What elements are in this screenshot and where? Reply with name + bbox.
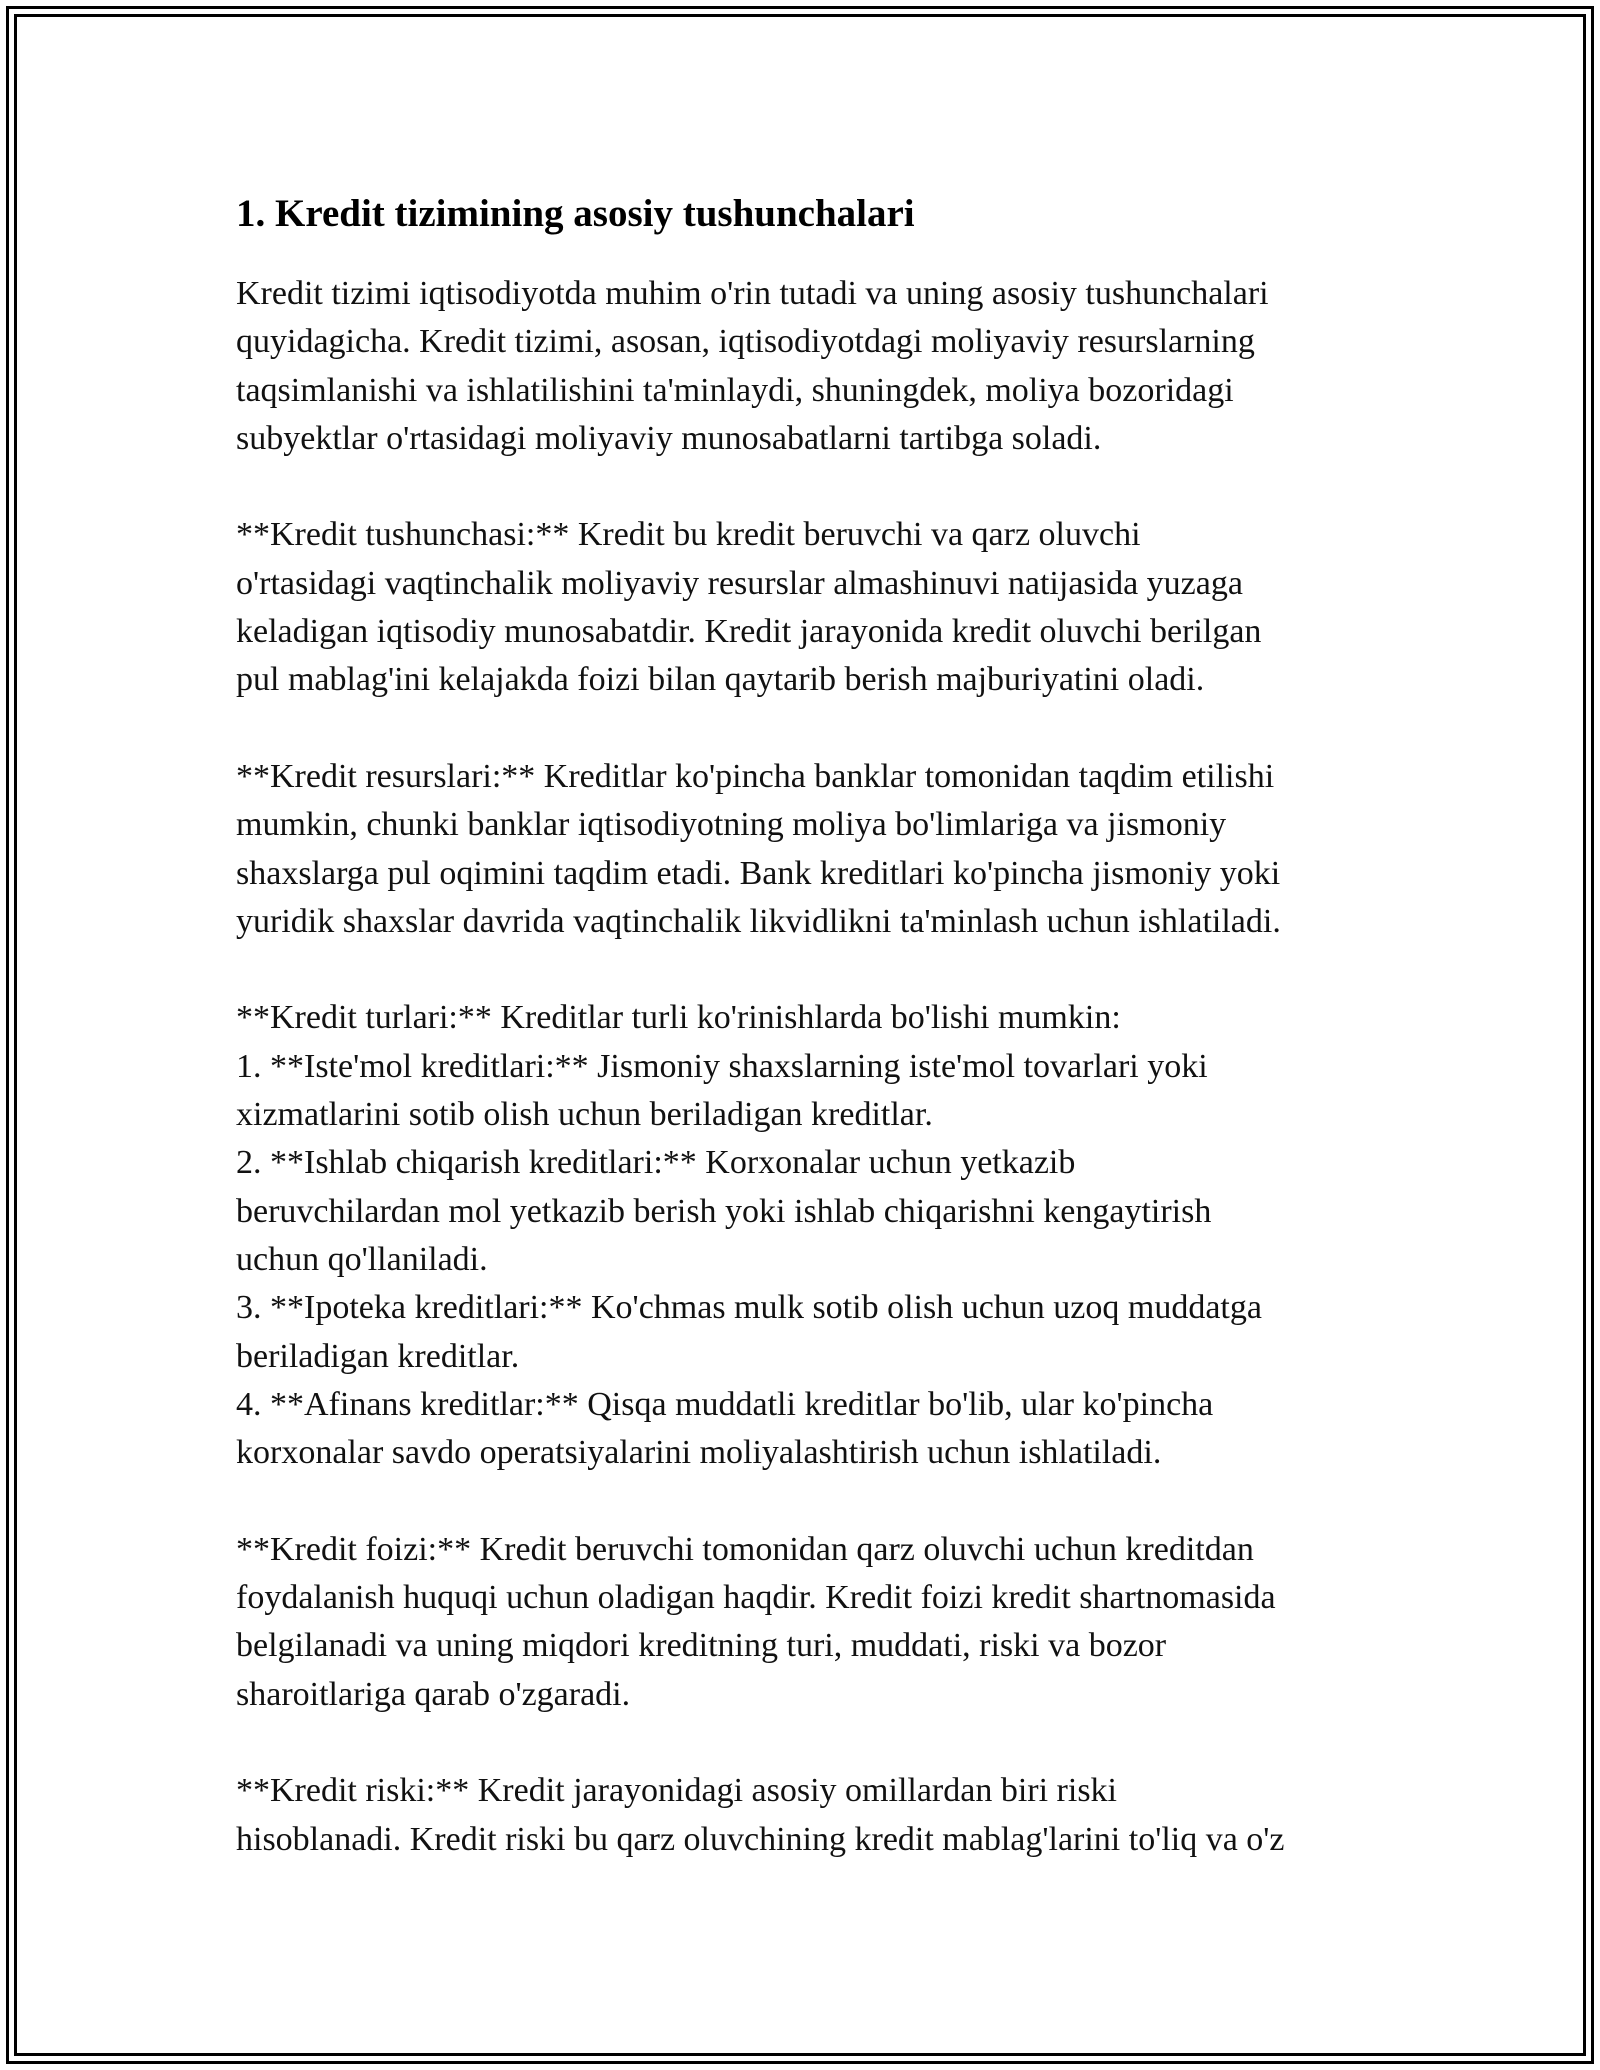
text-line: hisoblanadi. Kredit riski bu qarz oluvchining kredit mablag'larini to'liq va o'z <box>236 1820 1285 1858</box>
text-line: taqsimlanishi va ishlatilishini ta'minlaydi, shuningdek, moliya bozoridagi <box>236 371 1234 409</box>
text-line: **Kredit tushunchasi:** Kredit bu kredit beruvchi va qarz oluvchi <box>236 516 1141 554</box>
text-line: o'rtasidagi vaqtinchalik moliyaviy resurslar almashinuvi natijasida yuzaga <box>236 564 1243 602</box>
list-item-line: 1. **Iste'mol kreditlari:** Jismoniy shaxslarning iste'mol tovarlari yoki <box>236 1047 1208 1085</box>
spacer <box>236 1477 1406 1525</box>
paragraph-kredit-resurslari <box>236 753 1406 946</box>
spacer <box>236 946 1406 994</box>
text-line: pul mablag'ini kelajakda foizi bilan qaytarib berish majburiyatini oladi. <box>236 661 1205 699</box>
spacer <box>236 1719 1406 1767</box>
section-heading: 1. Kredit tizimining asosiy tushunchalari <box>236 192 915 235</box>
text-line: yuridik shaxslar davrida vaqtinchalik likvidlikni ta'minlash uchun ishlatiladi. <box>236 902 1281 940</box>
text-line: foydalanish huquqi uchun oladigan haqdir. Kredit foizi kredit shartnomasida <box>236 1579 1276 1617</box>
text-line: **Kredit foizi:** Kredit beruvchi tomonidan qarz oluvchi uchun kreditdan <box>236 1530 1254 1568</box>
text-line: **Kredit riski:** Kredit jarayonidagi asosiy omillardan biri riski <box>236 1772 1117 1810</box>
list-item-line: beriladigan kreditlar. <box>236 1337 520 1375</box>
paragraph-kredit-tushunchasi <box>236 511 1406 704</box>
paragraph-kredit-turlari <box>236 994 1406 1477</box>
list-item-line: beruvchilardan mol yetkazib berish yoki ishlab chiqarishni kengaytirish <box>236 1192 1212 1230</box>
list-item-line: uchun qo'llaniladi. <box>236 1240 488 1278</box>
list-item-line: 2. **Ishlab chiqarish kreditlari:** Korxonalar uchun yetkazib <box>236 1144 1076 1182</box>
list-item-line: 4. **Afinans kreditlar:** Qisqa muddatli kreditlar bo'lib, ular ko'pincha <box>236 1385 1214 1423</box>
text-line: keladigan iqtisodiy munosabatdir. Kredit jarayonida kredit oluvchi berilgan <box>236 613 1262 651</box>
text-line: sharoitlariga qarab o'zgaradi. <box>236 1675 631 1713</box>
paragraph-kredit-foizi <box>236 1526 1406 1719</box>
list-item-line: 3. **Ipoteka kreditlari:** Ko'chmas mulk sotib olish uchun uzoq muddatga <box>236 1289 1262 1327</box>
text-line: Kredit tizimi iqtisodiyotda muhim o'rin tutadi va uning asosiy tushunchalari <box>236 275 1269 312</box>
paragraph-intro <box>236 270 1406 463</box>
document-body <box>236 186 1406 1864</box>
list-item-line: korxonalar savdo operatsiyalarini moliyalashtirish uchun ishlatiladi. <box>236 1434 1162 1472</box>
text-line: **Kredit turlari:** Kreditlar turli ko'rinishlarda bo'lishi mumkin: <box>236 999 1121 1037</box>
text-line: subyektlar o'rtasidagi moliyaviy munosabatlarni tartibga soladi. <box>236 419 1102 457</box>
paragraph-kredit-riski <box>236 1767 1406 1864</box>
spacer <box>236 242 1406 270</box>
text-line: **Kredit resurslari:** Kreditlar ko'pincha banklar tomonidan taqdim etilishi <box>236 757 1275 795</box>
list-item-line: xizmatlarini sotib olish uchun beriladigan kreditlar. <box>236 1096 933 1134</box>
text-line: quyidagicha. Kredit tizimi, asosan, iqtisodiyotdagi moliyaviy resurslarning <box>236 323 1255 361</box>
spacer <box>236 705 1406 753</box>
text-line: mumkin, chunki banklar iqtisodiyotning moliya bo'limlariga va jismoniy <box>236 806 1227 844</box>
text-line: shaxslarga pul oqimini taqdim etadi. Bank kreditlari ko'pincha jismoniy yoki <box>236 854 1281 892</box>
spacer <box>236 463 1406 511</box>
text-line: belgilanadi va uning miqdori kreditning turi, muddati, riski va bozor <box>236 1627 1167 1665</box>
